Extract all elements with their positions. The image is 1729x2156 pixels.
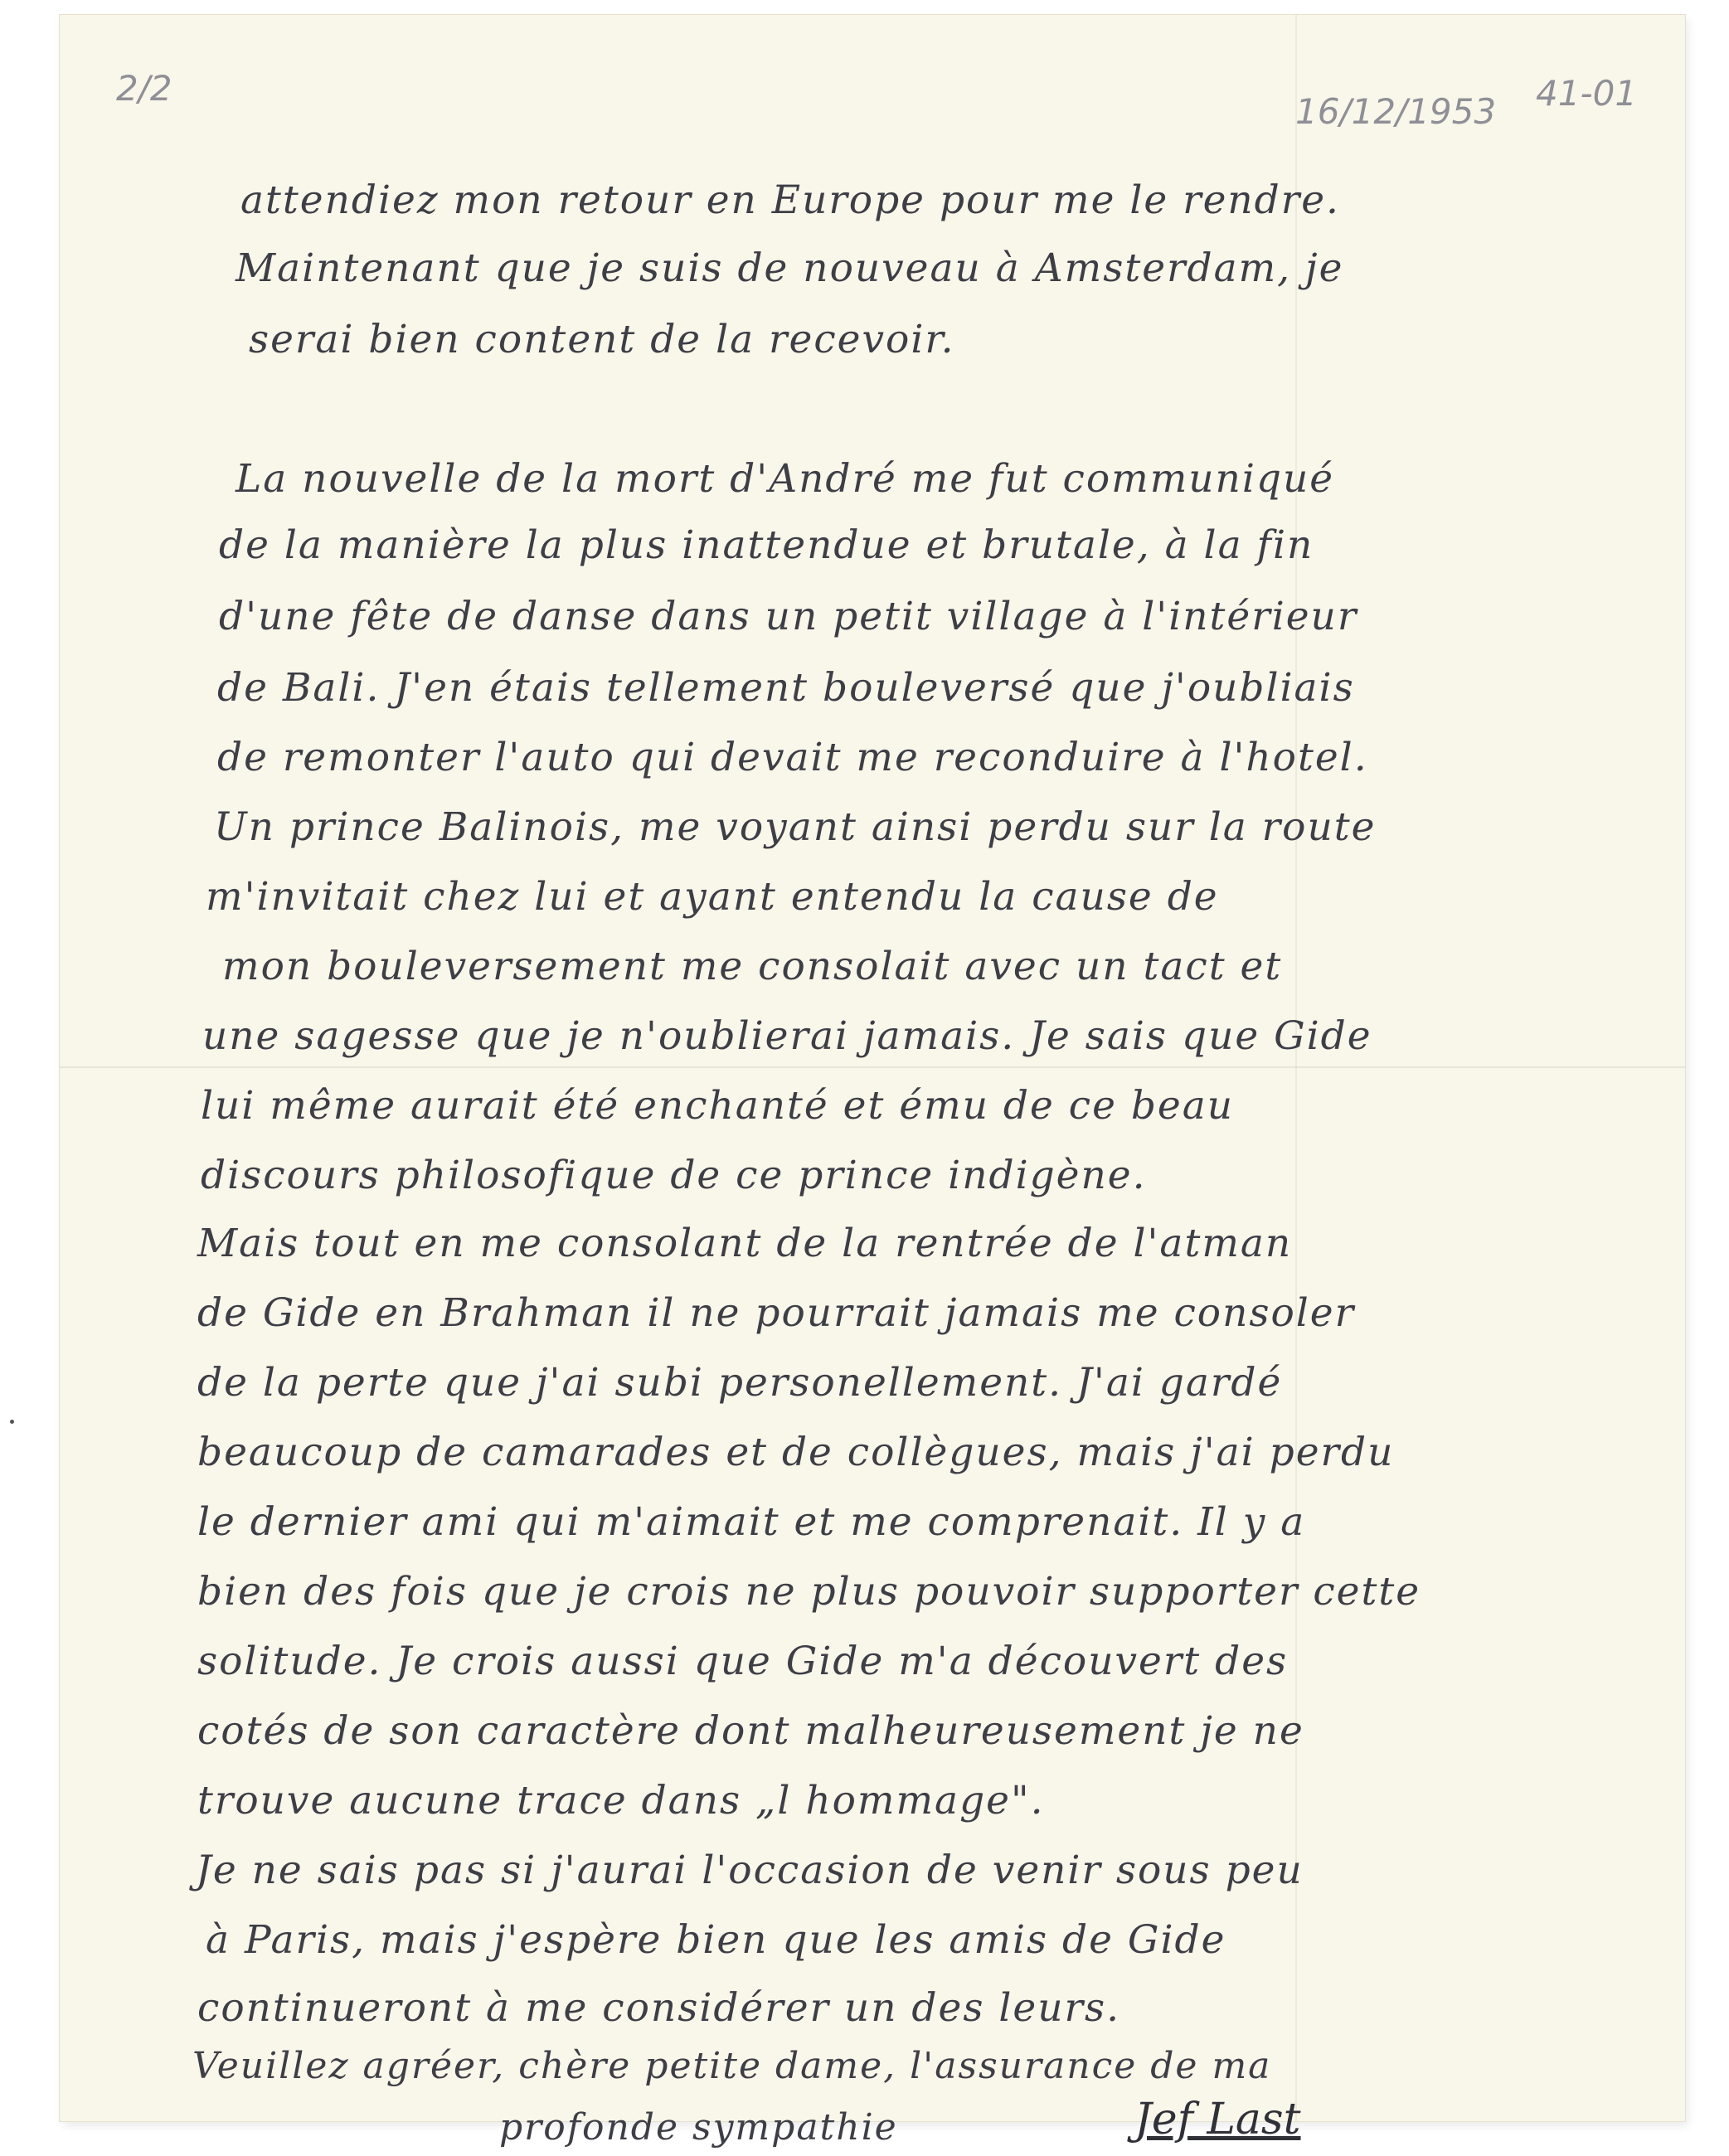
letter-line: de remonter l'auto qui devait me reconduire à l'hotel. bbox=[217, 735, 1368, 780]
letter-line: de Bali. J'en étais tellement bouleversé que j'oubliais bbox=[217, 665, 1355, 711]
closing-line: Veuillez agréer, chère petite dame, l'assurance de ma bbox=[192, 2045, 1272, 2087]
letter-line: de Gide en Brahman il ne pourrait jamais me consoler bbox=[197, 1290, 1356, 1336]
letter-line: lui même aurait été enchanté et ému de ce beau bbox=[201, 1083, 1235, 1129]
letter-line: de la perte que j'ai subi personellement. J'ai gardé bbox=[197, 1360, 1283, 1406]
letter-line: de la manière la plus inattendue et brutale, à la fin bbox=[219, 522, 1314, 568]
letter-line: Maintenant que je suis de nouveau à Amsterdam, je bbox=[236, 245, 1344, 291]
letter-line: La nouvelle de la mort d'André me fut communiqué bbox=[236, 456, 1335, 502]
page-number-annotation: 2/2 bbox=[116, 68, 172, 109]
letter-line: cotés de son caractère dont malheureusement je ne bbox=[197, 1708, 1304, 1754]
letter-line: Je ne sais pas si j'aurai l'occasion de venir sous peu bbox=[196, 1848, 1304, 1893]
letter-line: m'invitait chez lui et ayant entendu la cause de bbox=[206, 874, 1219, 920]
letter-line: serai bien content de la recevoir. bbox=[249, 317, 955, 362]
letter-line: continueront à me considérer un des leurs. bbox=[197, 1985, 1121, 2031]
date-annotation: 16/12/1953 bbox=[1295, 91, 1497, 132]
letter-line: attendiez mon retour en Europe pour me le rendre. bbox=[240, 177, 1340, 223]
letter-line: le dernier ami qui m'aimait et me comprenait. Il y a bbox=[197, 1499, 1306, 1545]
letter-line: bien des fois que je crois ne plus pouvoir supporter cette bbox=[197, 1569, 1421, 1615]
letter-line: d'une fête de danse dans un petit village à l'intérieur bbox=[219, 594, 1358, 639]
signature: Jef Last bbox=[1134, 2095, 1301, 2144]
letter-line: Mais tout en me consolant de la rentrée de l'atman bbox=[197, 1221, 1293, 1266]
reference-annotation: 41-01 bbox=[1536, 73, 1638, 114]
closing-line: profonde sympathie bbox=[499, 2106, 898, 2149]
letter-line: Un prince Balinois, me voyant ainsi perdu sur la route bbox=[214, 804, 1377, 850]
letter-page bbox=[60, 15, 1685, 2149]
paper-fold-vertical bbox=[1295, 15, 1297, 2121]
letter-line: mon bouleversement me consolait avec un tact et bbox=[222, 944, 1283, 989]
letter-line: une sagesse que je n'oublierai jamais. Je sais que Gide bbox=[202, 1013, 1372, 1059]
paper-fold bbox=[60, 1066, 1685, 1068]
letter-line: discours philosofique de ce prince indigène. bbox=[201, 1153, 1147, 1198]
letter-line: à Paris, mais j'espère bien que les amis de Gide bbox=[206, 1917, 1226, 1963]
scan-speck bbox=[10, 1420, 14, 1424]
letter-line: solitude. Je crois aussi que Gide m'a découvert des bbox=[197, 1639, 1289, 1684]
letter-line: trouve aucune trace dans „l hommage". bbox=[197, 1778, 1045, 1823]
letter-line: beaucoup de camarades et de collègues, mais j'ai perdu bbox=[197, 1430, 1395, 1475]
